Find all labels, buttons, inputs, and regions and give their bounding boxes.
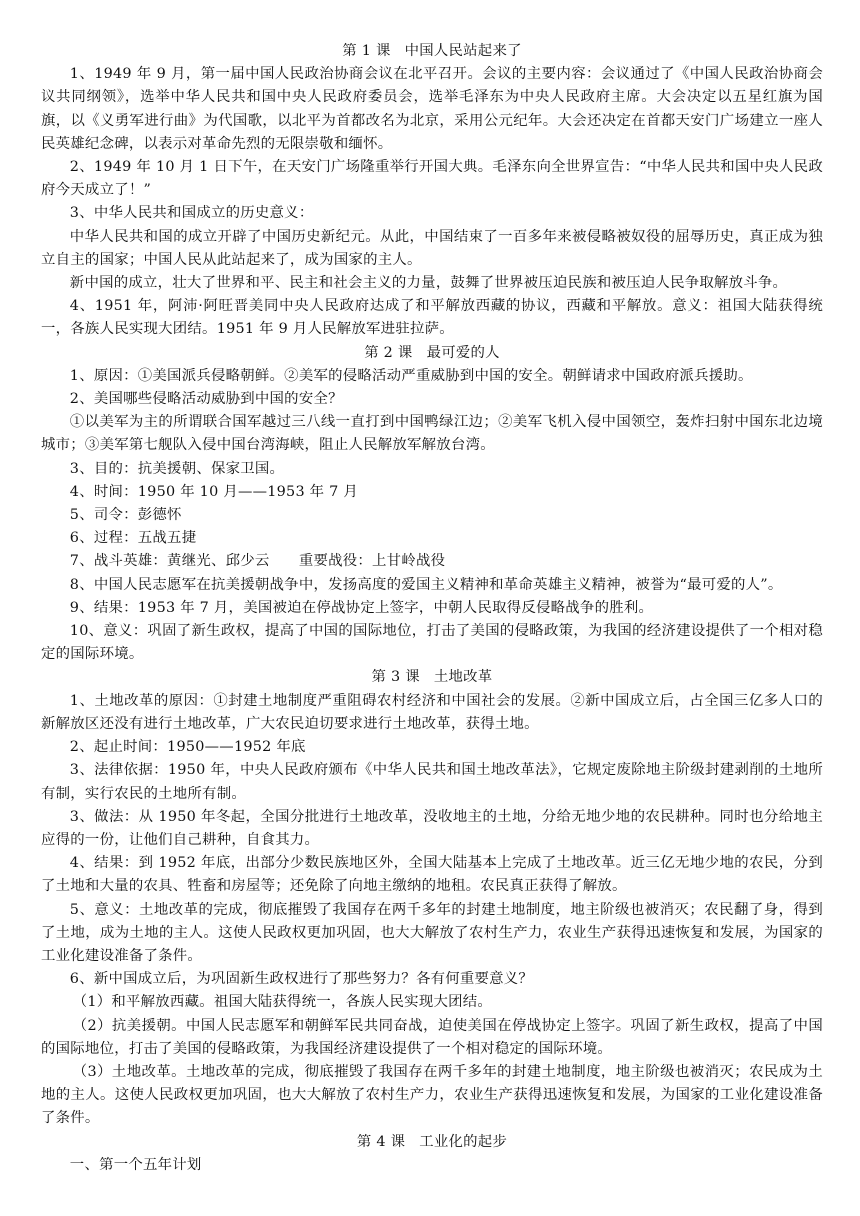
lesson-title: 工业化的起步	[419, 1133, 508, 1150]
lesson-title: 中国人民站起来了	[404, 43, 522, 59]
lesson-number: 第 4 课	[356, 1133, 406, 1150]
paragraph: 10、意义：巩固了新生政权，提高了中国的国际地位，打击了美国的侵略政策，为我国的经济建设提供了一个相对稳定的国际环境。	[41, 623, 823, 663]
paragraph: 5、司令：彭德怀	[69, 507, 182, 524]
lesson-4-heading	[41, 1131, 823, 1154]
lesson-title: 土地改革	[433, 669, 493, 686]
lesson-1-heading	[41, 40, 823, 63]
lesson-2-heading	[41, 342, 823, 365]
paragraph: 4、时间：1950 年 10 月——1953 年 7 月	[69, 483, 359, 500]
paragraph: 4、结果：到 1952 年底，出部分少数民族地区外，全国大陆基本上完成了土地改革。近三亿无地少地的农民，分到了土地和大量的农具、牲畜和房屋等；还免除了向地主缴纳的地租。农民真正获得了解放。	[41, 855, 823, 895]
paragraph: ①以美军为主的所谓联合国军越过三八线一直打到中国鸭绿江边；②美军飞机入侵中国领空，轰炸扫射中国东北边境城市；③美军第七舰队入侵中国台湾海峡，阻止人民解放军解放台湾。	[41, 414, 823, 454]
paragraph: 9、结果：1953 年 7 月，美国被迫在停战协定上签字，中朝人民取得反侵略战争的胜利。	[69, 599, 654, 616]
paragraph: 2、美国哪些侵略活动威胁到中国的安全？	[69, 391, 343, 408]
paragraph: 3、中华人民共和国成立的历史意义：	[69, 205, 314, 222]
paragraph: 1、原因：①美国派兵侵略朝鲜。②美军的侵略活动严重威胁到中国的安全。朝鲜请求中国政府派兵援助。	[69, 367, 753, 384]
paragraph: 3、做法：从 1950 年冬起，全国分批进行土地改革，没收地主的土地，分给无地少地的农民耕种。同时也分给地主应得的一份，让他们自己耕种，自食其力。	[41, 808, 823, 848]
paragraph: 1、土地改革的原因：①封建土地制度严重阻碍农村经济和中国社会的发展。②新中国成立后，占全国三亿多人口的新解放区还没有进行土地改革，广大农民迫切要求进行土地改革，获得土地。	[41, 692, 823, 732]
lesson-number: 第 1 课	[342, 43, 391, 59]
paragraph: 6、过程：五战五捷	[69, 530, 197, 547]
paragraph: 3、法律依据：1950 年，中央人民政府颁布《中华人民共和国土地改革法》，它规定废除地主阶级封建剥削的土地所有制，实行农民的土地所有制。	[41, 762, 823, 802]
paragraph: 新中国的成立，壮大了世界和平、民主和社会主义的力量，鼓舞了世界被压迫民族和被压迫人民争取解放斗争。	[69, 275, 788, 292]
paragraph: 7、战斗英雄：黄继光、邱少云 重要战役：上甘岭战役	[69, 553, 446, 570]
paragraph: 5、意义：土地改革的完成，彻底摧毁了我国存在两千多年的封建土地制度，地主阶级也被消灭；农民翻了身，得到了土地，成为土地的主人。这使人民政权更加巩固，也大大解放了农村生产力，农业生产获得迅速恢复和发展，为国家的工业化建设准备了条件。	[41, 901, 823, 964]
document-page	[41, 40, 823, 1177]
paragraph: 2、1949 年 10 月 1 日下午，在天安门广场隆重举行开国大典。毛泽东向全世界宣告：“中华人民共和国中央人民政府今天成立了！”	[41, 159, 823, 199]
paragraph: 中华人民共和国的成立开辟了中国历史新纪元。从此，中国结束了一百多年来被侵略被奴役的屈辱历史，真正成为独立自主的国家；中国人民从此站起来了，成为国家的主人。	[41, 228, 823, 268]
paragraph: 8、中国人民志愿军在抗美援朝战争中，发扬高度的爱国主义精神和革命英雄主义精神，被誉为“最可爱的人”。	[69, 576, 783, 593]
paragraph: （1）和平解放西藏。祖国大陆获得统一，各族人民实现大团结。	[72, 994, 493, 1011]
paragraph: 一、第一个五年计划	[69, 1156, 202, 1173]
paragraph: 2、起止时间：1950——1952 年底	[69, 739, 306, 756]
paragraph: （2）抗美援朝。中国人民志愿军和朝鲜军民共同奋战，迫使美国在停战协定上签字。巩固了新生政权，提高了中国的国际地位，打击了美国的侵略政策，为我国经济建设提供了一个相对稳定的国际环境。	[41, 1017, 823, 1057]
lesson-3-heading	[41, 666, 823, 689]
paragraph: 3、目的：抗美援朝、保家卫国。	[69, 460, 285, 477]
paragraph: 6、新中国成立后，为巩固新生政权进行了那些努力？各有何重要意义？	[69, 971, 534, 988]
lesson-title: 最可爱的人	[426, 344, 500, 361]
lesson-number: 第 2 课	[364, 344, 413, 361]
paragraph: 1、1949 年 9 月，第一届中国人民政治协商会议在北平召开。会议的主要内容：会议通过了《中国人民政治协商会议共同纲领》，选举中华人民共和国中央人民政府委员会，选举毛泽东为中央人民政府主席。大会决定以五星红旗为国旗，以《义勇军进行曲》为代国歌，以北平为首都改名为北京，采用公元纪年。大会还决定在首都天安门广场建立一座人民英雄纪念碑，以表示对革命先烈的无限崇敬和缅怀。	[41, 66, 823, 152]
paragraph: 4、1951 年，阿沛·阿旺晋美同中央人民政府达成了和平解放西藏的协议，西藏和平解放。意义：祖国大陆获得统一，各族人民实现大团结。1951 年 9 月人民解放军进驻拉萨。	[41, 298, 823, 338]
lesson-number: 第 3 课	[371, 669, 420, 686]
paragraph: （3）土地改革。土地改革的完成，彻底摧毁了我国存在两千多年的封建土地制度，地主阶级也被消灭；农民成为土地的主人。这使人民政权更加巩固，也大大解放了农村生产力，农业生产获得迅速恢复和发展，为国家的工业化建设准备了条件。	[41, 1063, 823, 1127]
